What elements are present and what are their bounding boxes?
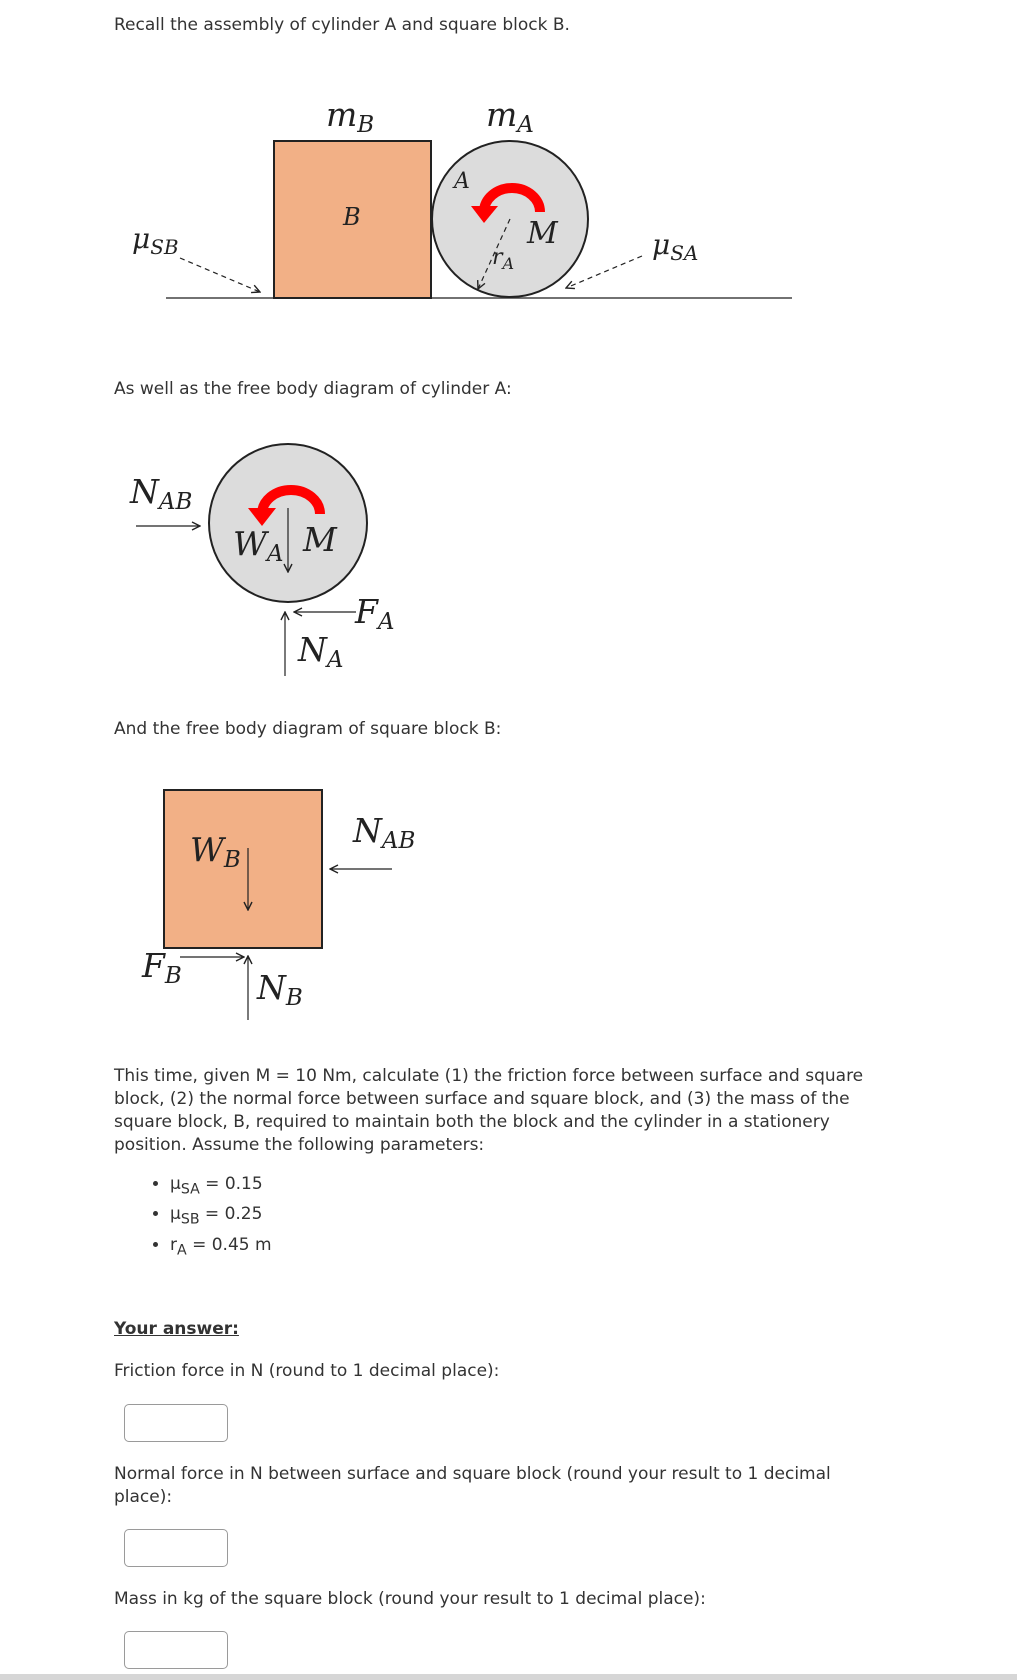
bottom-scroll-edge — [0, 1674, 1017, 1680]
param-mu-sa: • $\mu_{SA} = 0.15$ — [170, 1172, 272, 1202]
normal-question: Normal force in N between surface and square block (round your result to 1 decimal place): — [114, 1464, 831, 1507]
fbd-b-caption: And the free body diagram of square block B: — [114, 719, 502, 739]
block-b-label: B — [343, 203, 361, 231]
friction-answer-input[interactable] — [124, 1404, 228, 1442]
parameter-list — [114, 1172, 272, 1263]
fbd-a-caption: As well as the free body diagram of cylinder A: — [114, 379, 512, 399]
moment-label: M — [303, 520, 337, 559]
mu-sa-leader — [566, 256, 642, 288]
fbd-block-b — [0, 780, 1017, 1025]
param-r-a: • $r_A = 0.45$ m — [170, 1233, 272, 1263]
fbd-cylinder-a — [0, 430, 1017, 680]
mass-answer-input[interactable] — [124, 1631, 228, 1669]
mu-sb-label: $\mu_SB$ — [132, 222, 179, 259]
nab-label: NAB — [130, 472, 193, 515]
mu-sb-leader — [180, 258, 260, 292]
na-label: NA — [298, 630, 344, 673]
wa-label: WA — [233, 524, 284, 567]
cylinder-a-label: A — [454, 169, 470, 194]
nab-label: NAB — [353, 811, 416, 854]
intro-text: Recall the assembly of cylinder A and square block B. — [114, 15, 570, 35]
moment-label: M — [527, 216, 558, 251]
your-answer-label: Your answer: — [114, 1319, 239, 1339]
fb-label: FB — [142, 946, 182, 989]
problem-statement: This time, given M = 10 Nm, calculate (1) the friction force between surface and square block, (2) the normal force between surface and square block, and (3) the mass of the square block, B, required to maintain both the block and the cylinder in a stationery position. Assume the following parameters: — [114, 1066, 864, 1155]
radius-label: $r_A$ — [492, 245, 515, 273]
friction-question: Friction force in N (round to 1 decimal place): — [114, 1361, 500, 1381]
mass-question: Mass in kg of the square block (round your result to 1 decimal place): — [114, 1589, 706, 1609]
mass-b-label: mB — [326, 95, 375, 138]
mu-sa-label: $\mu_SA$ — [652, 228, 699, 265]
fa-label: FA — [355, 592, 395, 635]
nb-label: NB — [257, 968, 303, 1011]
wb-label: WB — [190, 830, 241, 873]
normal-answer-input[interactable] — [124, 1529, 228, 1567]
assembly-diagram — [0, 90, 1017, 320]
block-b — [164, 790, 322, 948]
mass-a-label: mA — [486, 95, 534, 138]
param-mu-sb: • $\mu_{SB} = 0.25$ — [170, 1202, 272, 1232]
